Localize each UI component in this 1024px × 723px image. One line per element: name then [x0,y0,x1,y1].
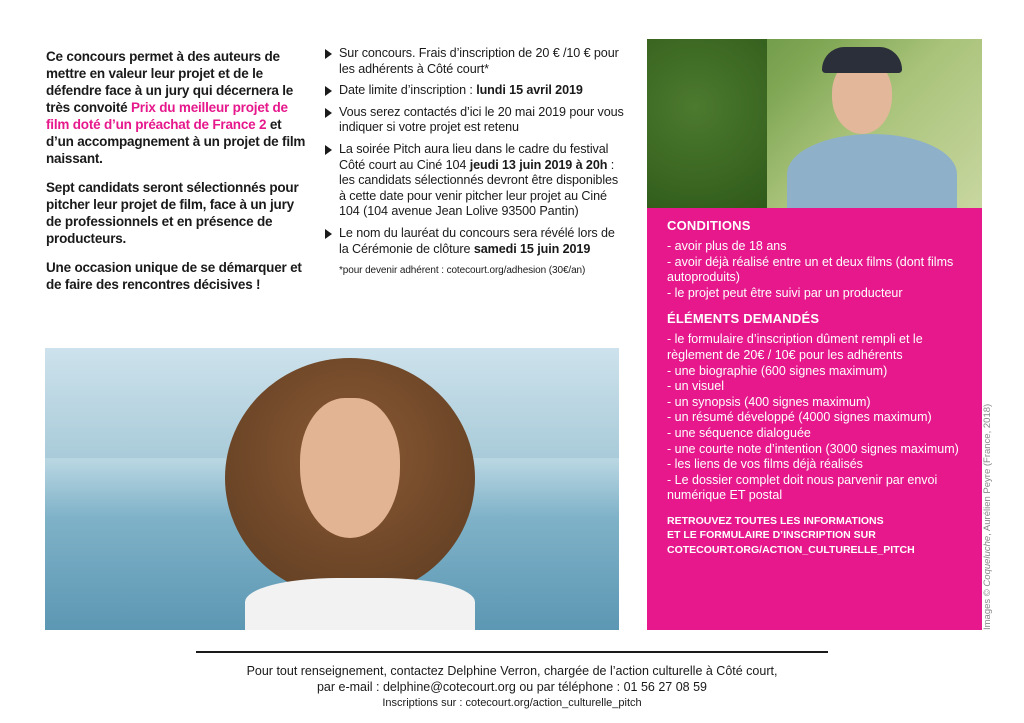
selection-paragraph: Sept candidats seront sélectionnés pour pitcher leur projet de film, face à un jury de professionnels et en présence de producteurs. [46,180,299,246]
elements-title: ÉLÉMENTS DEMANDÉS [667,311,820,327]
arrow-right-icon [325,145,332,155]
list-item: Date limite d’inscription : lundi 15 avril 2019 [325,83,625,99]
contact-line: Pour tout renseignement, contactez Delphine Verron, chargée de l’action culturelle à Côté court, [246,664,778,678]
list-item: - un résumé développé (4000 signes maximum) [667,410,932,425]
list-item: - avoir plus de 18 ans [667,239,787,253]
list-item: - une biographie (600 signes maximum) [667,363,888,378]
list-item: - le projet peut être suivi par un producteur [667,285,903,300]
list-item: - le formulaire d’inscription dûment rempli et le règlement de 20€ / 10€ pour les adhérents [667,332,923,362]
arrow-right-icon [325,108,332,118]
list-item: - Le dossier complet doit nous parvenir par envoi numérique ET postal [667,472,938,503]
conditions-panel [647,208,982,630]
list-item: La soirée Pitch aura lieu dans le cadre du festival Côté court au Ciné 104 jeudi 13 juin 2019 à 20h : les candidats sélectionnés devront être disponibles à cette date pour venir pitcher leur projet au Ciné 104 (104 avenue Jean Lolive 93500 Pantin) [325,142,625,220]
contact-line: par e-mail : delphine@cotecourt.org ou par téléphone : 01 56 27 08 59 [316,680,708,694]
intro-column [46,48,311,305]
intro-paragraph: Ce concours permet à des auteurs de mettre en valeur leur projet et de le défendre face à un jury qui décernera le très convoité Prix du meilleur projet de film doté d’un préachat de France 2 et d’un accompagnement à un projet de film naissant. [46,49,306,166]
list-item: - une séquence dialoguée [667,425,811,440]
membership-footnote: *pour devenir adhérent : cotecourt.org/adhesion (30€/an) [339,265,586,277]
arrow-right-icon [325,49,332,59]
arrow-right-icon [325,229,332,239]
list-item: Le nom du lauréat du concours sera révélé lors de la Cérémonie de clôture samedi 15 juin 2019 [325,226,625,257]
contact-block [140,663,884,711]
info-callout: RETROUVEZ TOUTES LES INFORMATIONS ET LE FORMULAIRE D’INSCRIPTION SUR COTECOURT.ORG/ACTION_CULTURELLE_PITCH [667,514,972,558]
elements-list [667,332,972,504]
list-item: Sur concours. Frais d’inscription de 20 € /10 € pour les adhérents à Côté court* [325,46,625,77]
list-item: - un visuel [667,379,724,394]
conditions-title: CONDITIONS [667,218,751,233]
list-item: - un synopsis (400 signes maximum) [667,394,871,409]
details-column [325,46,625,279]
image-credit: Images © Coqueluche, Aurélien Peyre (France, 2018) [982,403,993,630]
opportunity-paragraph: Une occasion unique de se démarquer et de faire des rencontres décisives ! [46,260,302,292]
divider [196,651,828,653]
list-item: Vous serez contactés d’ici le 20 mai 2019 pour vous indiquer si votre projet est retenu [325,105,625,136]
prize-highlight: Prix du meilleur projet de film doté d’un préachat de France 2 [46,100,288,132]
pitch-url-link[interactable]: COTECOURT.ORG/ACTION_CULTURELLE_PITCH [667,543,915,556]
registration-link[interactable]: Inscriptions sur : cotecourt.org/action_culturelle_pitch [382,697,642,709]
list-item: - une courte note d’intention (3000 signes maximum) [667,441,959,456]
list-item: - les liens de vos films déjà réalisés [667,457,863,472]
list-item: - avoir déjà réalisé entre un et deux films (dont films autoproduits) [667,254,954,285]
young-woman-photo [45,348,619,630]
young-man-photo [647,39,982,208]
details-list [325,46,625,257]
arrow-right-icon [325,86,332,96]
conditions-list [667,239,972,301]
